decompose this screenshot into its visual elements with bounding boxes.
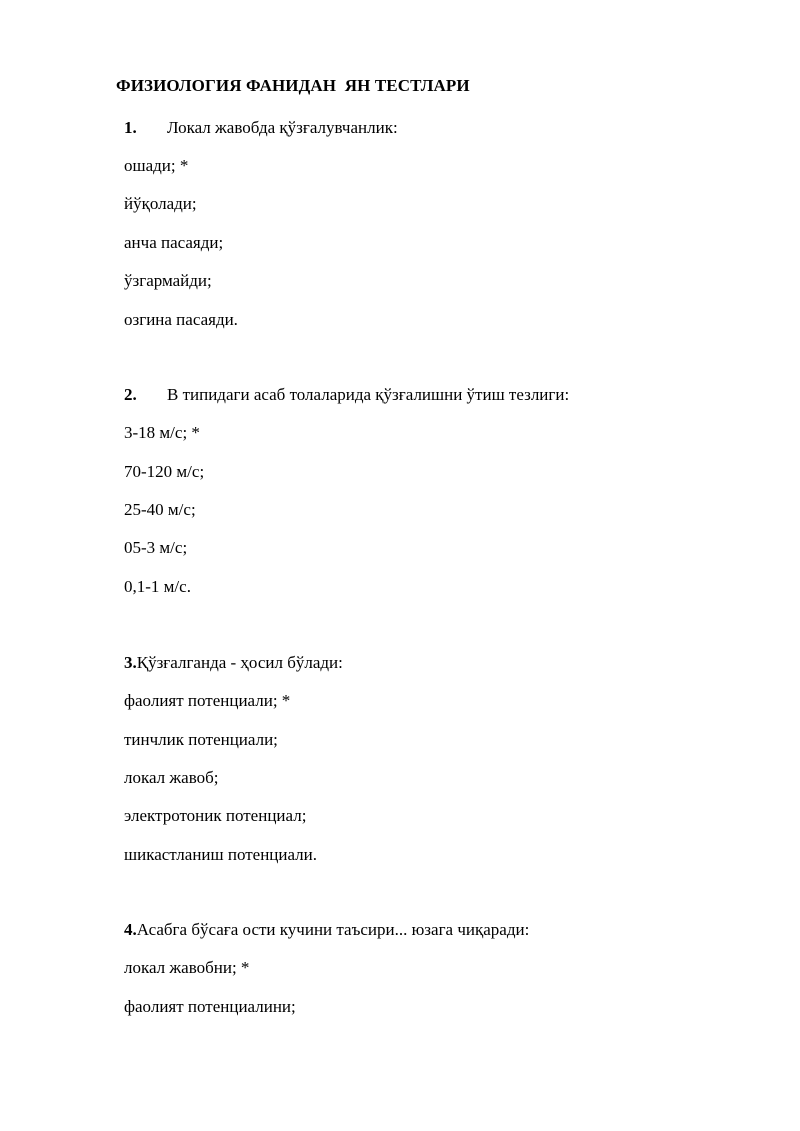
question-4 — [124, 919, 529, 941]
question-text: Қўзғалганда - ҳосил бўлади: — [136, 653, 343, 672]
answer-option: 0,1-1 м/с. — [124, 577, 191, 596]
answer-option: анча пасаяди; — [124, 233, 224, 252]
answer-option: фаолият потенциали; * — [124, 691, 291, 710]
answer-option: фаолият потенциалини; — [124, 997, 296, 1016]
answer-option: шикастланиш потенциали. — [124, 845, 318, 864]
answer-option: ошади; * — [124, 156, 189, 175]
answer-option: 05-3 м/с; — [124, 538, 188, 557]
question-text: В типидаги асаб толаларида қўзғалишни ўтиш тезлиги: — [167, 385, 570, 404]
page-title: ФИЗИОЛОГИЯ ФАНИДАН ЯН ТЕСТЛАРИ — [116, 76, 470, 95]
question-number: 1. — [124, 118, 137, 137]
answer-option: 25-40 м/с; — [124, 500, 196, 519]
question-3 — [124, 652, 343, 674]
question-text: Асабга бўсаға ости кучини таъсири... юзага чиқаради: — [136, 920, 530, 939]
answer-option: тинчлик потенциали; — [124, 730, 278, 749]
answer-option: озгина пасаяди. — [124, 310, 238, 329]
question-text: Локал жавобда қўзғалувчанлик: — [167, 118, 398, 137]
answer-option: электротоник потенциал; — [124, 806, 307, 825]
answer-option: йўқолади; — [124, 194, 197, 213]
question-number: 4. — [124, 920, 137, 939]
answer-option: 3-18 м/с; * — [124, 423, 200, 442]
answer-option: ўзгармайди; — [124, 271, 212, 290]
answer-option: локал жавобни; * — [124, 958, 250, 977]
question-number: 3. — [124, 653, 137, 672]
answer-option: 70-120 м/с; — [124, 462, 205, 481]
question-number: 2. — [124, 385, 137, 404]
answer-option: локал жавоб; — [124, 768, 219, 787]
